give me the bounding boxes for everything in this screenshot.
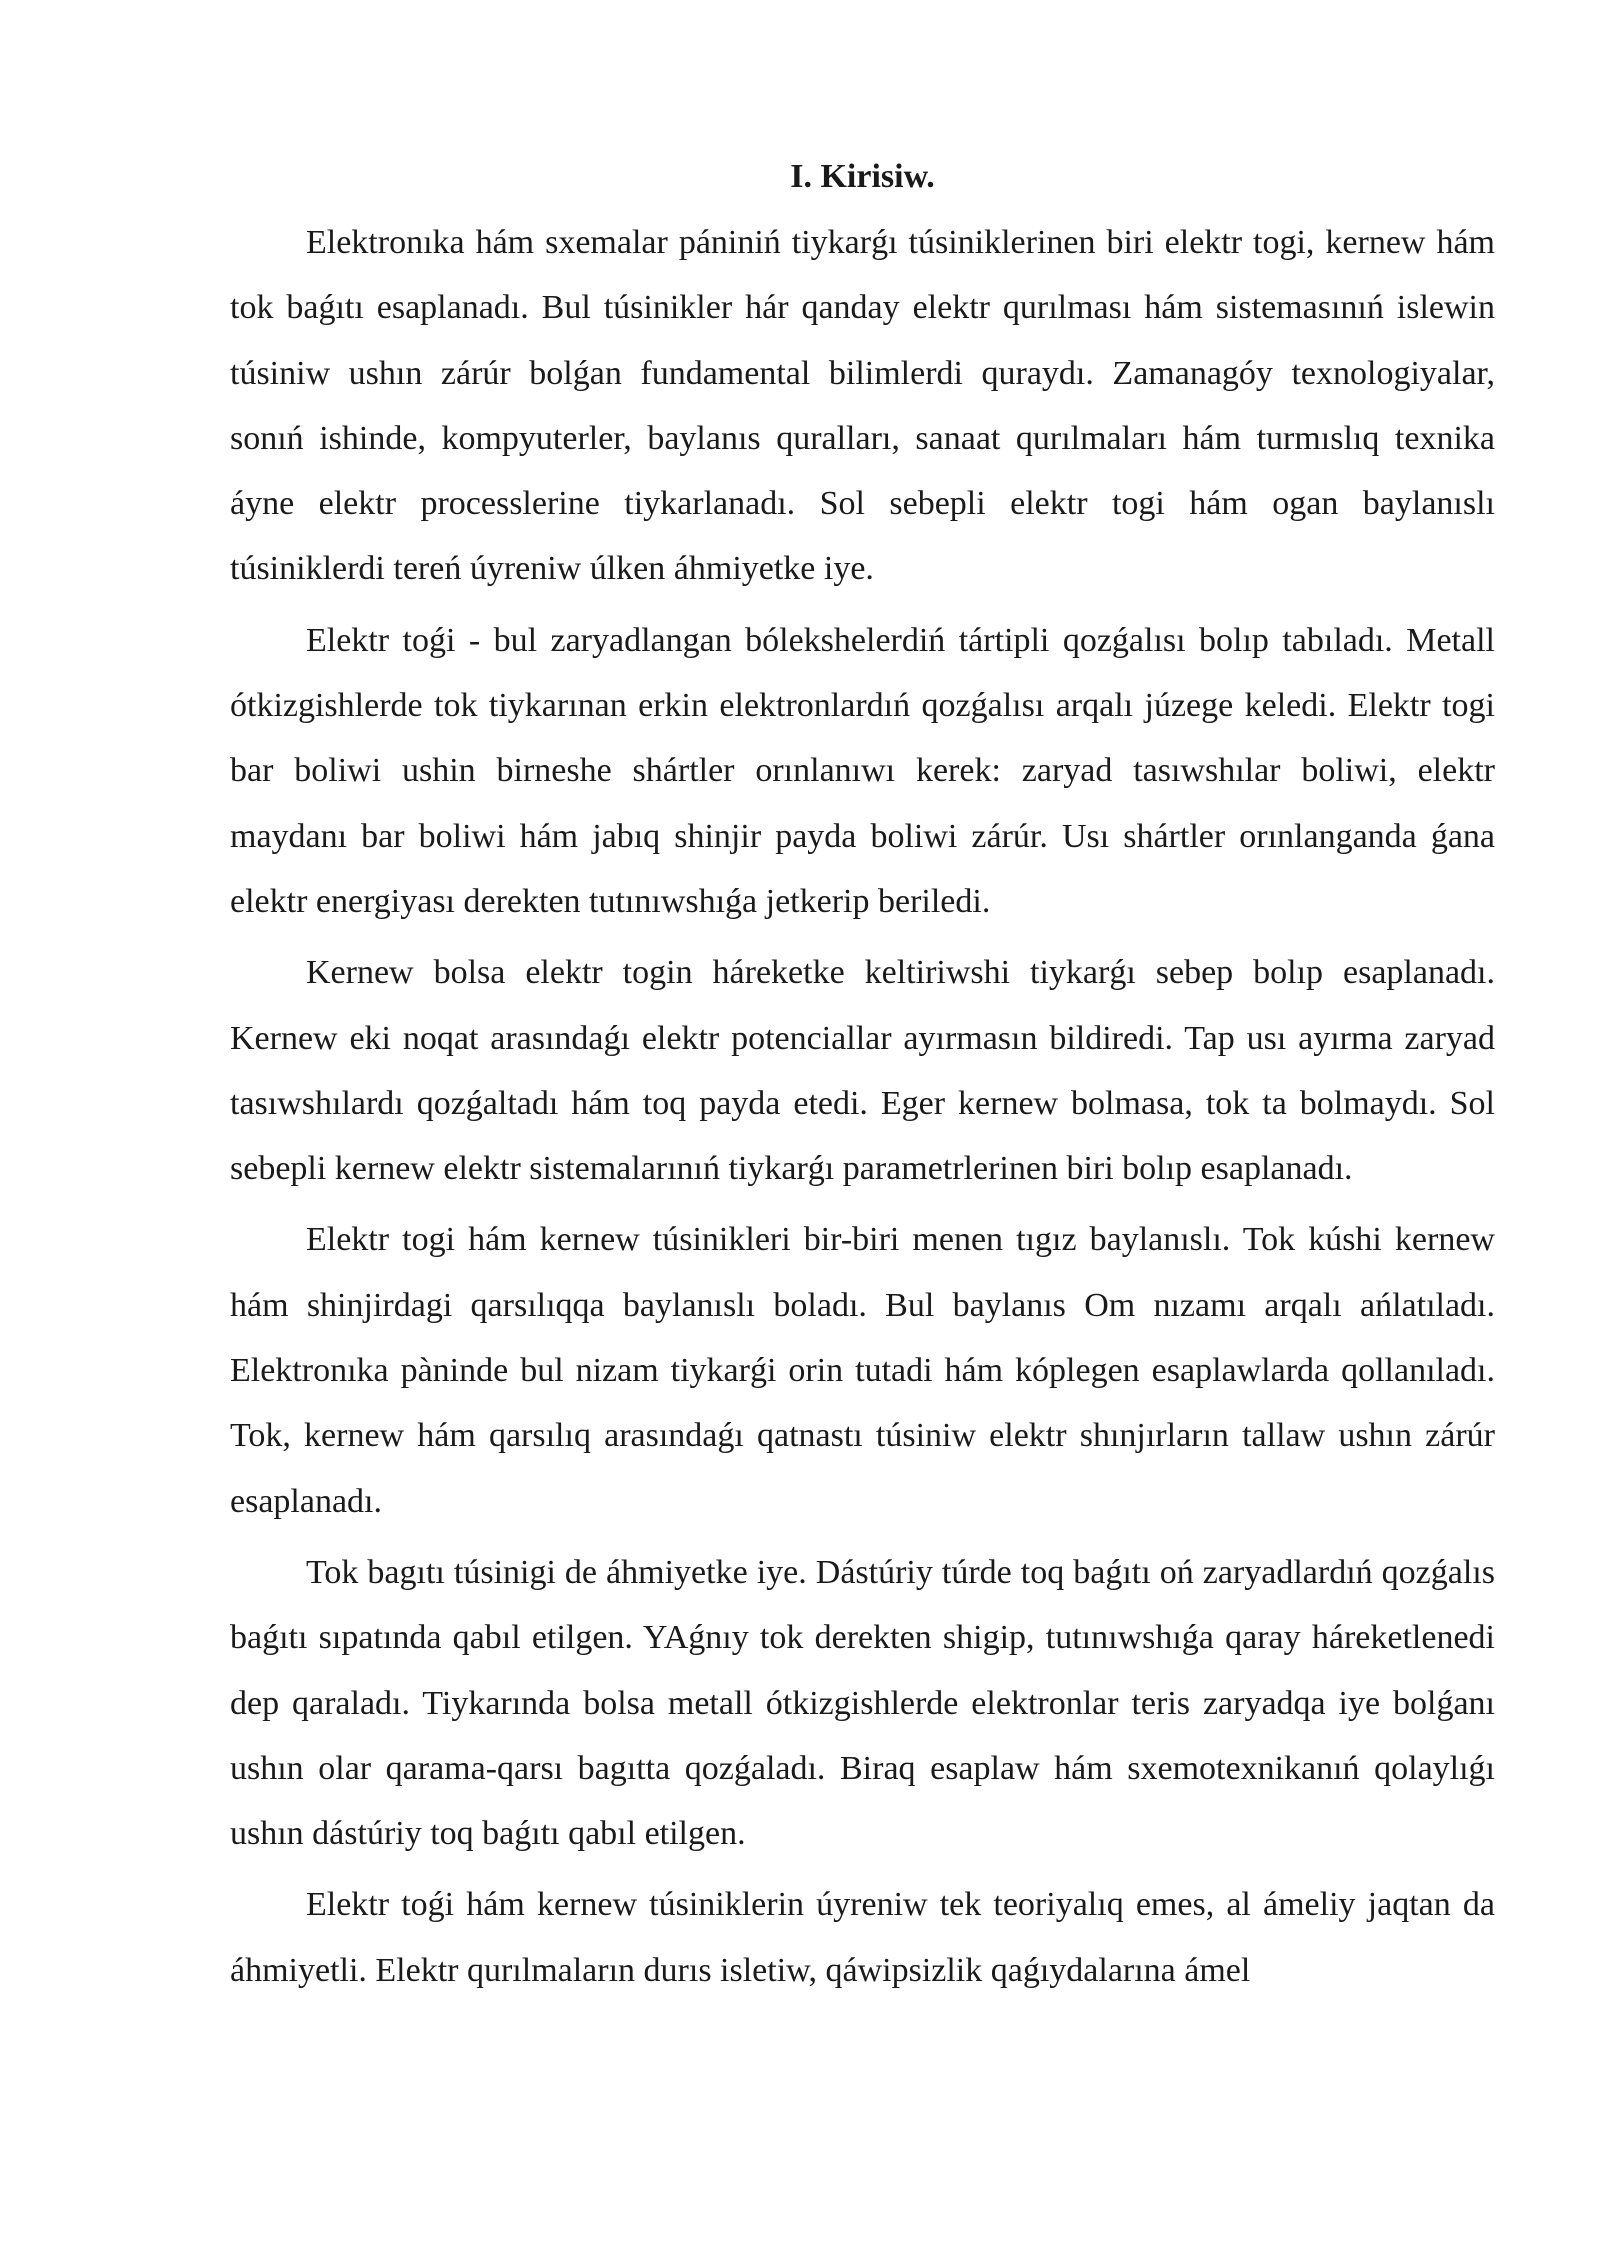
paragraph-6: Elektr toǵi hám kernew túsiniklerin úyreniw tek teoriyalıq emes, al ámeliy jaqtan da áhmiyetli. Elektr qurılmaların durıs isletiw, qáwipsizlik qaǵıydalarına ámel [230, 1886, 1495, 1989]
document-page [230, 150, 1495, 2003]
paragraph-1: Elektronıka hám sxemalar pániniń tiykarǵı túsiniklerinen biri elektr togi, kernew hám tok baǵıtı esaplanadı. Bul túsinikler hár qanday elektr qurılması hám sistemasınıń islewin túsiniw ushın zárúr bolǵan fundamental bilimlerdi quraydı. Zamanagóy texnologiyalar, sonıń ishinde, kompyuterler, baylanıs quralları, sanaat qurılmaları hám turmıslıq texnika áyne elektr processlerine tiykarlanadı. Sol sebepli elektr togi hám ogan baylanıslı túsiniklerdi tereń úyreniw úlken áhmiyetke iye. [230, 224, 1495, 588]
paragraph-2: Elektr toǵi - bul zaryadlangan bólekshelerdiń tártipli qozǵalısı bolıp tabıladı. Metall ótkizgishlerde tok tiykarınan erkin elektronlardıń qozǵalısı arqalı júzege keledi. Elektr togi bar boliwi ushin birneshe shártler orınlanıwı kerek: zaryad tasıwshılar boliwi, elektr maydanı bar boliwi hám jabıq shinjir payda boliwi zárúr. Usı shártler orınlanganda ǵana elektr energiyası derekten tutınıwshıǵa jetkerip beriledi. [230, 621, 1495, 920]
paragraph-5: Tok bagıtı túsinigi de áhmiyetke iye. Dástúriy túrde toq baǵıtı oń zaryadlardıń qozǵalıs baǵıtı sıpatında qabıl etilgen. YAǵnıy tok derekten shigip, tutınıwshıǵa qaray háreketlenedi dep qaraladı. Tiykarında bolsa metall ótkizgishlerde elektronlar teris zaryadqa iye bolǵanı ushın olar qarama-qarsı bagıtta qozǵaladı. Biraq esaplaw hám sxemotexnikanıń qolaylıǵı ushın dástúriy toq baǵıtı qabıl etilgen. [230, 1553, 1495, 1853]
paragraph-3: Kernew bolsa elektr togin háreketke keltiriwshi tiykarǵı sebep bolıp esaplanadı. Kernew eki noqat arasındaǵı elektr potenciallar ayırmasın bildiredi. Tap usı ayırma zaryad tasıwshılardı qozǵaltadı hám toq payda etedi. Eger kernew bolmasa, tok ta bolmaydı. Sol sebepli kernew elektr sistemalarınıń tiykarǵı parametrlerinen biri bolıp esaplanadı. [230, 954, 1495, 1188]
section-title: I. Kirisiw. [790, 158, 935, 195]
paragraph-4: Elektr togi hám kernew túsinikleri bir-biri menen tıgız baylanıslı. Tok kúshi kernew hám shinjirdagi qarsılıqqa baylanıslı boladı. Bul baylanıs Om nızamı arqalı ańlatıladı. Elektronıka pàninde bul nizam tiykarǵi orin tutadi hám kóplegen esaplawlarda qollanıladı. Tok, kernew hám qarsılıq arasındaǵı qatnastı túsiniw elektr shınjırların tallaw ushın zárúr esaplanadı. [230, 1221, 1495, 1520]
